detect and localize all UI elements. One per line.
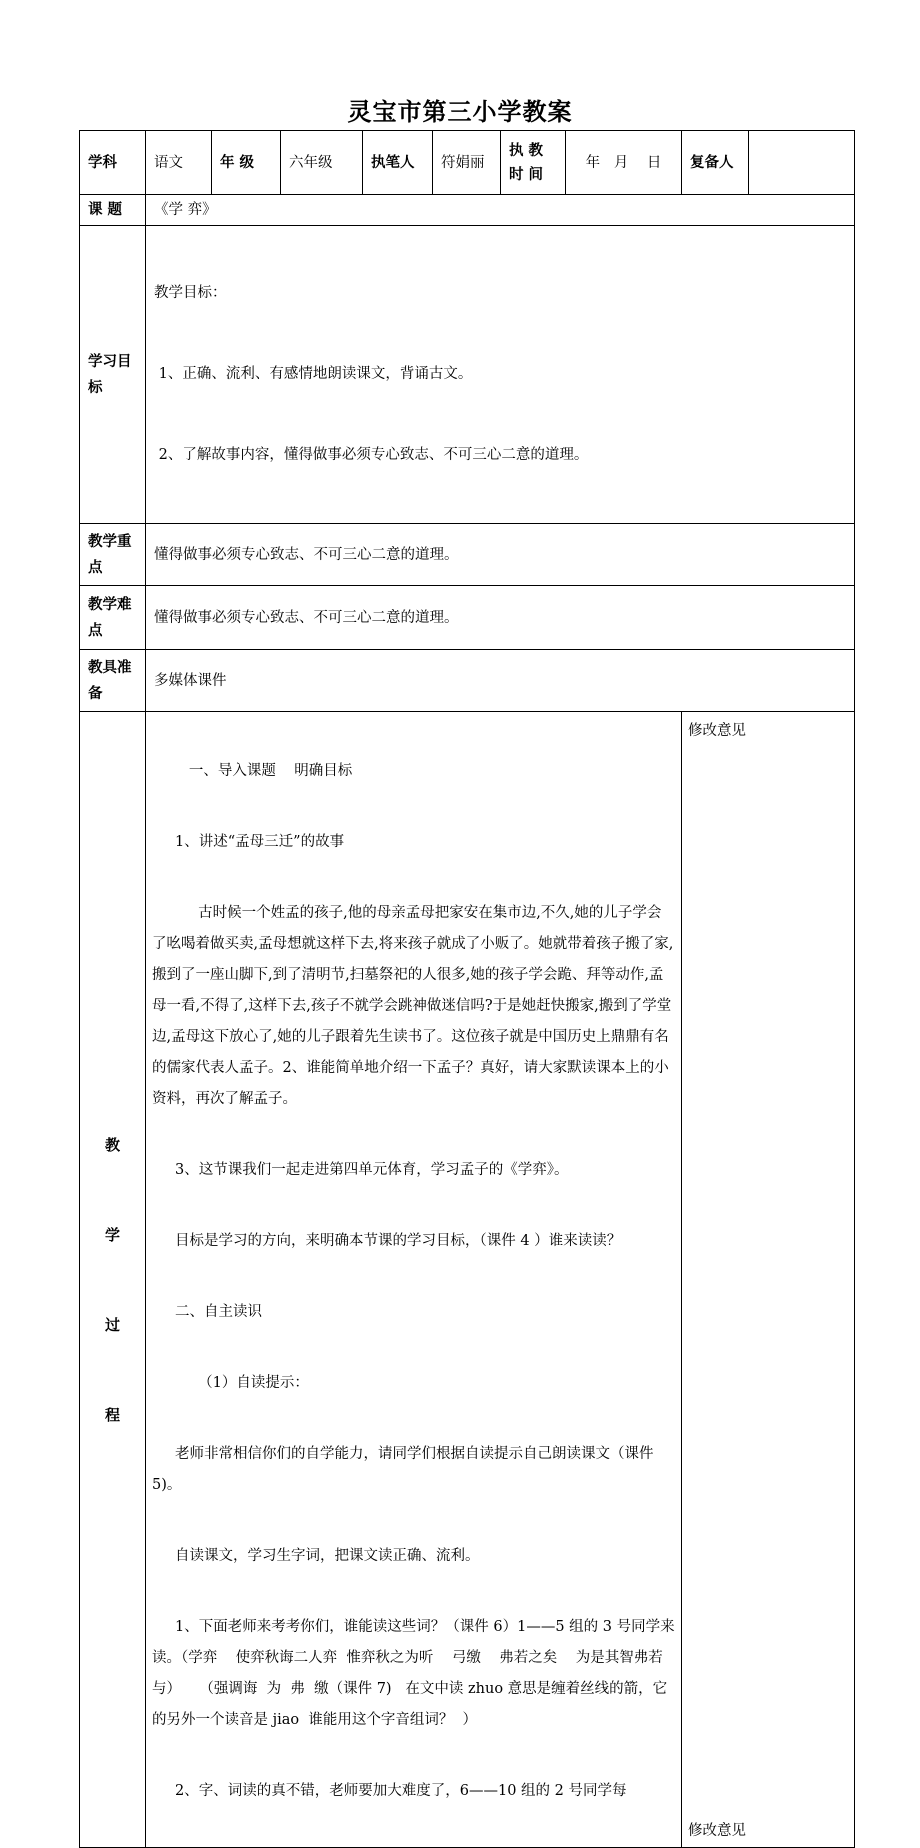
process-label-char: 学 [104, 1225, 120, 1244]
key-points-row [80, 524, 855, 586]
revise-cell [682, 712, 855, 1848]
teach-time-label-line2: 时 间 [509, 165, 544, 183]
process-paragraph: 2、字、词读的真不错，老师要加大难度了，6——10 组的 2 号同学每 [152, 1783, 627, 1799]
difficulties-value: 懂得做事必须专心致志、不可三心二意的道理。 [146, 586, 855, 650]
process-paragraph: 老师非常相信你们的自学能力，请同学们根据自读提示自己朗读课文（课件 5)。 [152, 1446, 659, 1493]
process-paragraph: 1、下面老师来考考你们，谁能读这些词？（课件 6）1——5 组的 3 号同学来读。（学弈 使弈秋诲二人弈 惟弈秋之为听 弓缴 弗若之矣 为是其智弗若与） （强调诲 为 弗 缴（课件 7) 在文中读 zhuo 意思是缠着丝线的箭，它的另外一个读音是 jiao 谁能用这个字音组词？ ） [152, 1619, 675, 1728]
process-label-char: 程 [104, 1405, 120, 1424]
process-paragraph: 1、讲述“孟母三迁”的故事 [152, 834, 345, 850]
process-paragraph: 自读课文，学习生字词，把课文读正确、流利。 [152, 1548, 480, 1564]
teach-time-label [501, 131, 566, 195]
process-label-cell [80, 712, 146, 1848]
process-paragraph: （1）自读提示： [152, 1375, 309, 1391]
subject-label: 学科 [80, 131, 146, 195]
difficulties-row [80, 586, 855, 650]
process-paragraph: 目标是学习的方向，来明确本节课的学习目标，（课件 4 ）谁来读读？ [152, 1233, 622, 1249]
process-paragraph: 古时候一个姓孟的孩子,他的母亲孟母把家安在集市边,不久,她的儿子学会了吆喝着做买卖,孟母想就这样下去,将来孩子就成了小贩了。她就带着孩子搬了家,搬到了一座山脚下,到了清明节,扫墓祭祀的人很多,她的孩子学会跪、拜等动作,孟母一看,不得了,这样下去,孩子不就学会跳神做迷信吗?于是她赶快搬家,搬到了学堂边,孟母这下放心了,她的儿子跟着先生读书了。这位孩子就是中国历史上鼎鼎有名的儒家代表人孟子。2、谁能简单地介绍一下孟子？真好，请大家默读课本上的小资料，再次了解孟子。 [152, 905, 674, 1107]
date-value: 年 月 日 [566, 131, 682, 195]
goals-line: 2、了解故事内容，懂得做事必须专心致志、不可三心二意的道理。 [154, 447, 589, 463]
key-points-label: 教学重点 [80, 524, 146, 586]
subject-value: 语文 [146, 131, 212, 195]
topic-value: 《学 弈》 [146, 195, 855, 226]
key-points-value: 懂得做事必须专心致志、不可三心二意的道理。 [146, 524, 855, 586]
goals-row [80, 226, 855, 524]
teach-time-label-line1: 执 教 [509, 141, 544, 159]
goals-line: 1、正确、流利、有感情地朗读课文，背诵古文。 [154, 366, 473, 382]
materials-row [80, 650, 855, 712]
goals-content [146, 226, 855, 524]
topic-row [80, 195, 855, 226]
reviewer-value [749, 131, 855, 195]
process-label-char: 过 [104, 1315, 120, 1334]
topic-label: 课 题 [80, 195, 146, 226]
difficulties-label: 教学难点 [80, 586, 146, 650]
lesson-plan-table [79, 130, 855, 1848]
grade-value: 六年级 [281, 131, 363, 195]
goals-label: 学习目标 [80, 226, 146, 524]
process-label-char: 教 [104, 1135, 120, 1154]
process-paragraph: 二、自主读识 [152, 1304, 263, 1320]
process-paragraph: 3、这节课我们一起走进第四单元体育，学习孟子的《学弈》。 [152, 1162, 569, 1178]
grade-label: 年 级 [212, 131, 281, 195]
materials-label: 教具准备 [80, 650, 146, 712]
author-label: 执笔人 [363, 131, 433, 195]
revise-label-bottom: 修改意见 [688, 1823, 746, 1839]
header-row [80, 131, 855, 195]
materials-value: 多媒体课件 [146, 650, 855, 712]
author-value: 符娟丽 [433, 131, 501, 195]
goals-line: 教学目标： [154, 285, 227, 301]
page-title: 灵宝市第三小学教案 [347, 97, 573, 126]
process-content [146, 712, 682, 1848]
process-paragraph: 一、导入课题 明确目标 [152, 763, 353, 779]
revise-label-top: 修改意见 [688, 723, 746, 739]
process-label [80, 712, 145, 1847]
reviewer-label: 复备人 [682, 131, 749, 195]
process-row [80, 712, 855, 1848]
